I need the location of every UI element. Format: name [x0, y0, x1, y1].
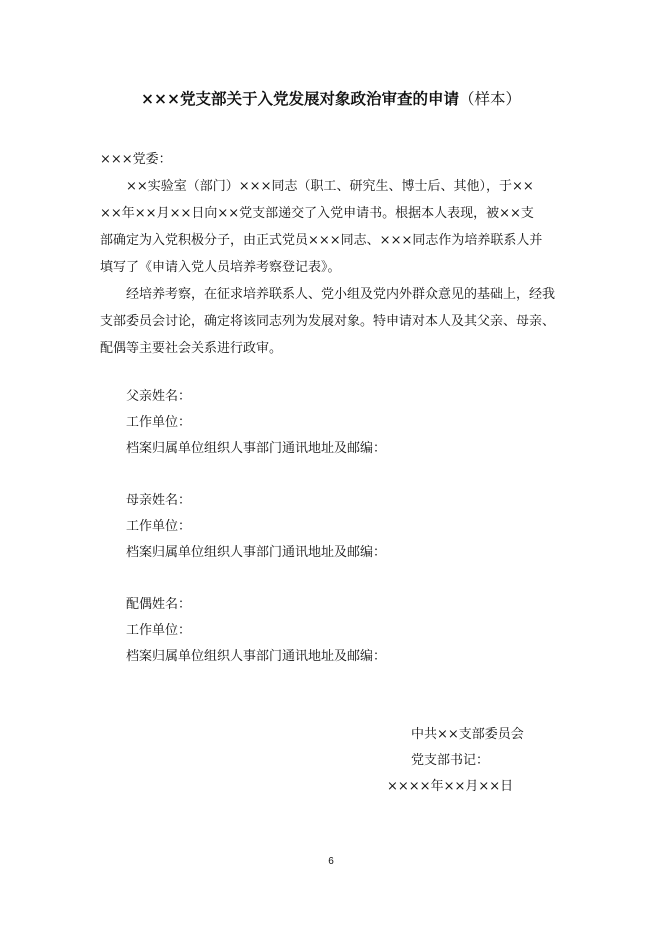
document-title — [0, 87, 662, 111]
mother-archive-label: 档案归属单位组织人事部门通讯地址及邮编： — [126, 545, 387, 560]
father-archive-label: 档案归属单位组织人事部门通讯地址及邮编： — [126, 441, 387, 456]
paragraph2-line2: 支部委员会讨论，确定将该同志列为发展对象。特申请对本人及其父亲、母亲、 — [100, 314, 556, 329]
paragraph1-line4: 填写了《申请入党人员培养考察登记表》。 — [100, 260, 341, 275]
signature-secretary: 党支部书记： — [411, 753, 490, 768]
mother-name-label: 母亲姓名： — [126, 493, 192, 508]
title-main: ×××党支部关于入党发展对象政治审查的申请 — [141, 89, 459, 108]
paragraph2-line3: 配偶等主要社会关系进行政审。 — [100, 341, 283, 356]
paragraph2-line1: 经培养考察，在征求培养联系人、党小组及党内外群众意见的基础上，经我 — [126, 287, 556, 302]
mother-work-label: 工作单位： — [126, 519, 192, 534]
page-number: 6 — [328, 856, 334, 867]
paragraph1-line3: 部确定为入党积极分子，由正式党员×××同志、×××同志作为培养联系人并 — [100, 233, 543, 248]
signature-date: ××××年××月××日 — [387, 779, 514, 794]
spouse-name-label: 配偶姓名： — [126, 597, 192, 612]
spouse-work-label: 工作单位： — [126, 623, 192, 638]
salutation: ×××党委： — [100, 152, 172, 167]
title-suffix: （样本） — [458, 90, 521, 108]
father-work-label: 工作单位： — [126, 415, 192, 430]
father-name-label: 父亲姓名： — [126, 389, 192, 404]
paragraph1-line2: ××年××月××日向××党支部递交了入党申请书。根据本人表现，被××支 — [100, 206, 534, 221]
spouse-archive-label: 档案归属单位组织人事部门通讯地址及邮编： — [126, 649, 387, 664]
paragraph1-line1: ××实验室（部门）×××同志（职工、研究生、博士后、其他），于×× — [126, 179, 534, 194]
signature-committee: 中共××支部委员会 — [411, 727, 524, 742]
